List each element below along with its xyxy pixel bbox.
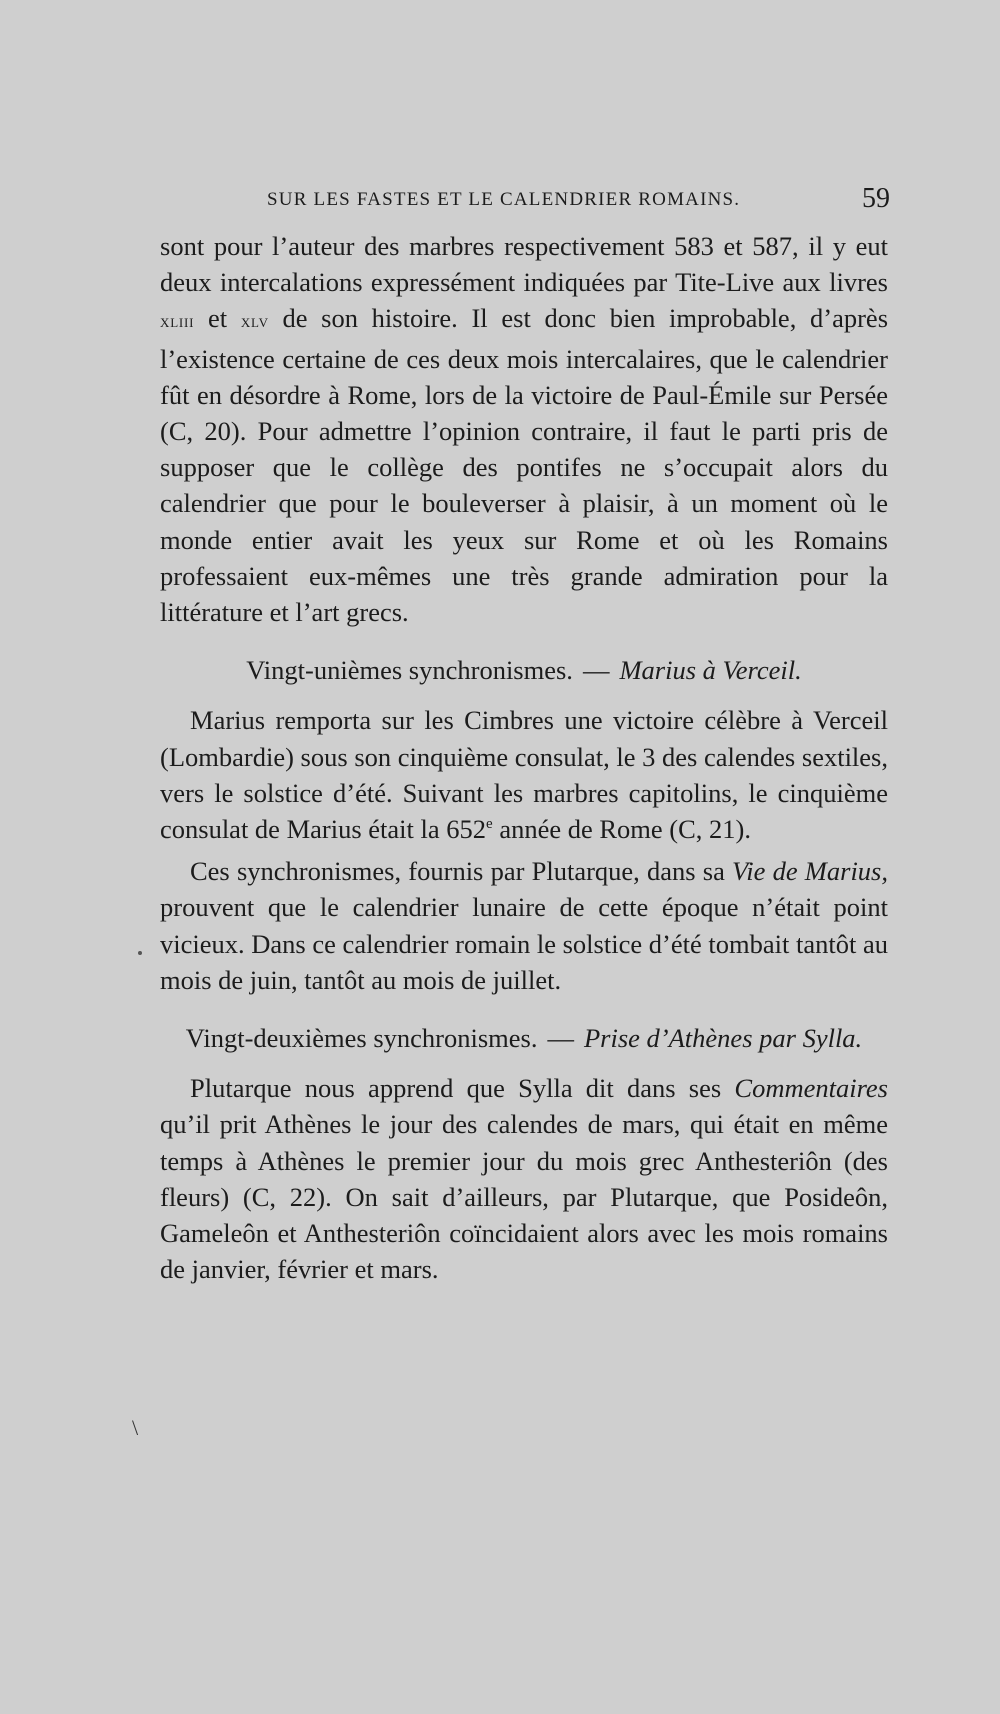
text-run: Plutarque nous apprend que Sylla dit dans ses [190, 1073, 735, 1104]
page-number: 59 [862, 183, 890, 214]
text-run: Marius remporta sur les Cimbres une victoire célèbre à Verceil (Lombardie) sous son cinquième consulat, le 3 des calendes sextiles, vers le solstice d’été. Suivant les marbres capitolins, le cinquième consulat de Marius était la 652 [160, 705, 888, 845]
book-reference: xlv [240, 311, 269, 333]
heading-label: Vingt-deuxièmes synchronismes. [185, 1023, 538, 1054]
heading-dash: — [582, 655, 610, 686]
work-title: Commentaires [734, 1073, 888, 1104]
paragraph [160, 702, 888, 847]
heading-subject: Marius à Verceil. [619, 655, 802, 686]
paragraph [160, 853, 888, 998]
body-text [160, 228, 888, 1287]
page-header [160, 183, 890, 217]
paragraph [160, 1070, 888, 1287]
margin-dot [138, 951, 142, 955]
book-reference: xliii [160, 311, 195, 333]
heading-subject: Prise d’Athènes par Sylla. [583, 1023, 863, 1054]
text-run: qu’il prit Athènes le jour des calendes de mars, qui était en même temps à Athènes le premier jour du mois grec Anthesteriôn (des fleurs) (C, 22). On sait d’ailleurs, par Plutarque, que Posideôn, Gameleôn et Anthesteriôn coïncidaient alors avec les mois romains de janvier, février et mars. [160, 1109, 888, 1285]
heading-dash: — [547, 1023, 574, 1054]
work-title: Vie de Marius, [732, 856, 888, 887]
heading-label: Vingt-unièmes synchronismes. [246, 655, 573, 686]
text-run: année de Rome (C, 21). [492, 814, 751, 845]
superscript: e [486, 816, 493, 833]
section-heading [160, 652, 888, 688]
section-heading [160, 1020, 888, 1056]
text-run: et [194, 303, 241, 334]
margin-mark: \ [132, 1415, 139, 1440]
paragraph [160, 228, 888, 630]
text-run: de son histoire. Il est donc bien improbable, d’après l’existence certaine de ces deux mois intercalaires, que le calendrier fût en désordre à Rome, lors de la victoire de Paul-Émile sur Persée (C, 20). Pour admettre l’opinion contraire, il faut le parti pris de supposer que le collège des pontifes ne s’occupait alors du calendrier que pour le bouleverser à plaisir, à un moment où le monde entier avait les yeux sur Rome et où les Romains professaient eux-mêmes une très grande admiration pour la littérature et l’art grecs. [160, 303, 889, 628]
text-run: Ces synchronismes, fournis par Plutarque, dans sa [190, 856, 733, 887]
text-run: prouvent que le calendrier lunaire de cette époque n’était point vicieux. Dans ce calendrier romain le solstice d’été tombait tantôt au mois de juin, tantôt au mois de juillet. [160, 892, 888, 995]
text-run: sont pour l’auteur des marbres respectivement 583 et 587, il y eut deux intercalations expressément indiquées par Tite-Live aux livres [160, 231, 888, 298]
running-head: SUR LES FASTES ET LE CALENDRIER ROMAINS. [267, 189, 741, 210]
